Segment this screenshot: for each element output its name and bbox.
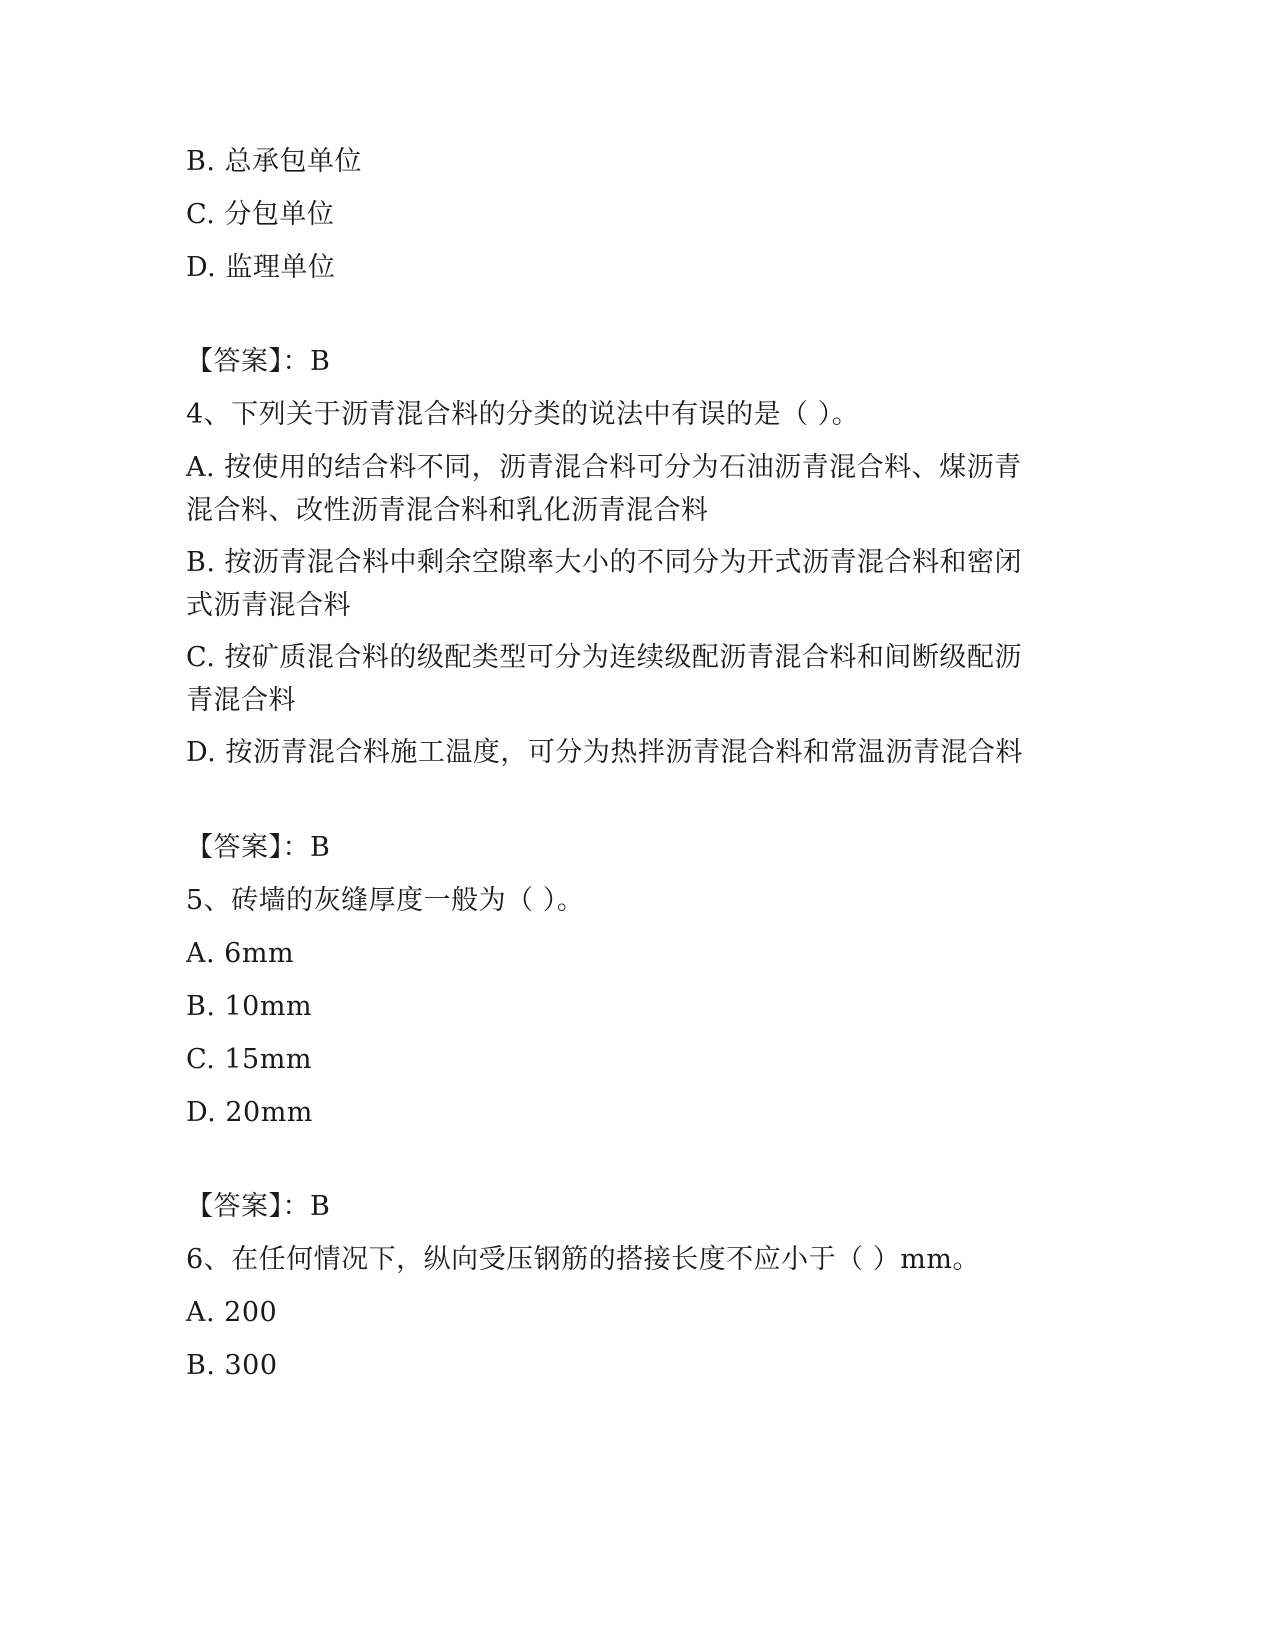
q4-option-b-line1: B. 按沥青混合料中剩余空隙率大小的不同分为开式沥青混合料和密闭 (186, 547, 1023, 578)
q5-option-c: C. 15mm (186, 1044, 312, 1075)
q4-option-b-line2: 式沥青混合料 (186, 590, 351, 621)
q3-option-d: D. 监理单位 (186, 252, 336, 283)
q6-question: 6、在任何情况下，纵向受压钢筋的搭接长度不应小于（ ）mm。 (186, 1244, 980, 1275)
q4-answer: 【答案】：B (186, 832, 331, 863)
q3-option-b: B. 总承包单位 (186, 146, 363, 177)
q6-option-b: B. 300 (186, 1350, 278, 1381)
q4-option-a-line2: 混合料、改性沥青混合料和乳化沥青混合料 (186, 495, 709, 526)
q3-answer: 【答案】：B (186, 346, 331, 377)
q5-question: 5、砖墙的灰缝厚度一般为（ ）。 (186, 885, 585, 916)
q6-option-a: A. 200 (186, 1297, 278, 1328)
q4-option-d-line1: D. 按沥青混合料施工温度，可分为热拌沥青混合料和常温沥青混合料 (186, 737, 1023, 768)
q4-option-c-line2: 青混合料 (186, 685, 296, 716)
q4-option-c-line1: C. 按矿质混合料的级配类型可分为连续级配沥青混合料和间断级配沥 (186, 642, 1022, 673)
q4-option-a-line1: A. 按使用的结合料不同，沥青混合料可分为石油沥青混合料、煤沥青 (186, 452, 1022, 483)
q4-question: 4、下列关于沥青混合料的分类的说法中有误的是（ ）。 (186, 399, 860, 430)
q5-option-d: D. 20mm (186, 1097, 313, 1128)
q3-option-c: C. 分包单位 (186, 199, 335, 230)
q5-option-a: A. 6mm (186, 938, 295, 969)
q5-answer: 【答案】：B (186, 1191, 331, 1222)
q5-option-b: B. 10mm (186, 991, 313, 1022)
